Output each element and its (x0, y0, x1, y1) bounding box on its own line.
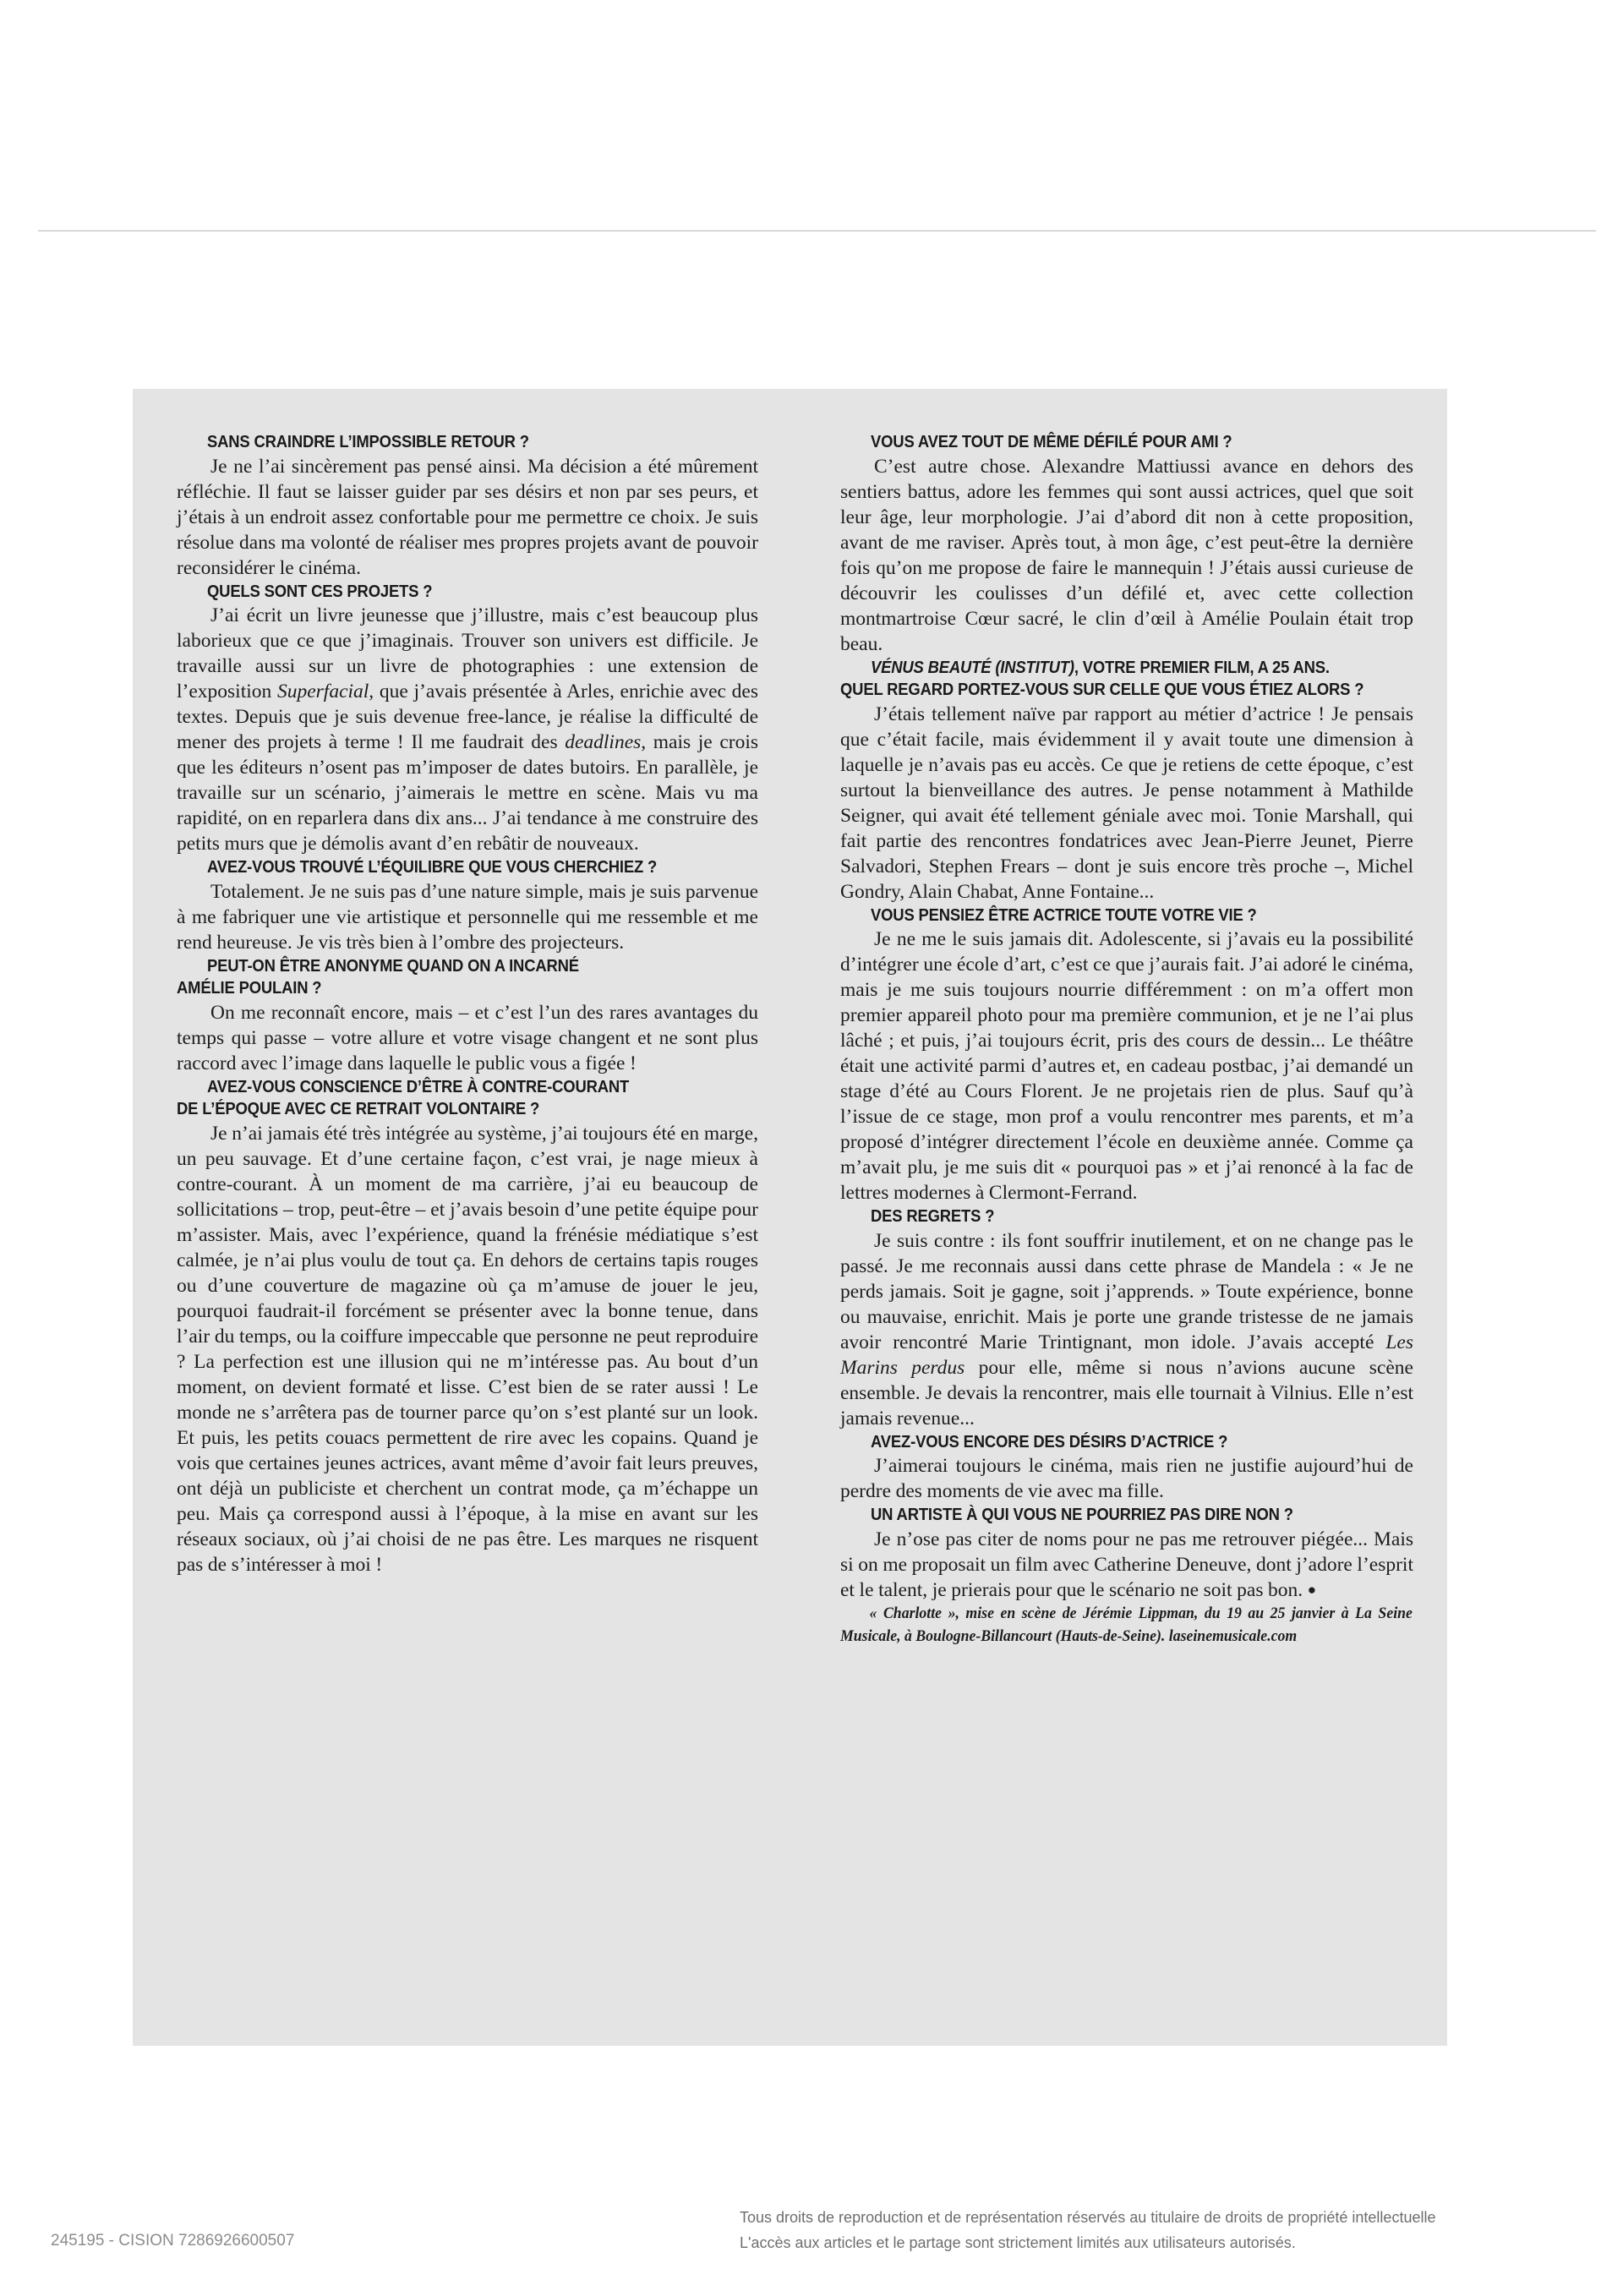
answer-paragraph: J’étais tellement naïve par rapport au métier d’actrice ! Je pensais que c’était facile, mais évidemment il y avait toute une dimension à laquelle je n’avais pas eu accès. Ce que je retiens de cette époque, c’est surtout la bienveillance des autres. Je pense notamment à Mathilde Seigner, qui avait été tellement géniale avec moi. Tonie Marshall, qui fait partie des rencontres fondatrices avec Jean-Pierre Jeunet, Pierre Salvadori, Stephen Frears – dont je suis encore très proche –, Michel Gondry, Alain Chabat, Anne Fontaine... (840, 702, 1413, 903)
event-credit-line: « Charlotte », mise en scène de Jérémie Lippman, du 19 au 25 janvier à La Seine Musicale, à Boulogne-Billancourt (Hauts-de-Seine). laseinemusicale.com (840, 1604, 1413, 1645)
page-top-divider (38, 230, 1596, 232)
question-heading: DES REGRETS ? (871, 1206, 995, 1226)
answer-paragraph: Je ne me le suis jamais dit. Adolescente, si j’avais eu la possibilité d’intégrer une école d’art, c’est ce que j’aurais fait. J’ai adoré le cinéma, mais je me suis toujours nourrie différemment : on m’a offert mon premier appareil photo pour ma première communion, et je ne l’ai plus lâché ; et puis, j’ai toujours écrit, pris des cours de dessin... Le théâtre était une activité parmi d’autres et, en cadeau postbac, j’ai demandé un stage d’été au Cours Florent. Je ne projetais rien de plus. Sauf qu’à l’issue de ce stage, mon prof a voulu rencontrer mes parents, et m’a proposé d’intégrer directement l’école en deuxième année. Comme ça m’avait plu, je me suis dit « pourquoi pas » et j’ai renoncé à la fac de lettres modernes à Clermont-Ferrand. (840, 928, 1413, 1204)
answer-text-run: J’ai écrit un livre jeunesse que j’illustre, mais c’est beaucoup plus laborieux que ce que j’imaginais. Trouver son univers est difficile. Je travaille aussi sur un livre de photographies : une extension de l’exposition (177, 604, 758, 702)
question-heading: AVEZ-VOUS TROUVÉ L’ÉQUILIBRE QUE VOUS CHERCHIEZ ? (207, 857, 658, 877)
question-title-italic: VÉNUS BEAUTÉ (INSTITUT) (871, 657, 1074, 677)
footer-document-id: 245195 - CISION 7286926600507 (51, 2232, 295, 2250)
answer-paragraph: J’aimerai toujours le cinéma, mais rien ne justifie aujourd’hui de perdre des moments de vie avec ma fille. (840, 1455, 1413, 1502)
question-heading-continued: DE L’ÉPOQUE AVEC CE RETRAIT VOLONTAIRE ? (177, 1099, 540, 1118)
question-heading (840, 657, 1413, 680)
question-heading: PEUT-ON ÊTRE ANONYME QUAND ON A INCARNÉ (207, 955, 579, 976)
footer-notice-line-1: Tous droits de reproduction et de représentation réservés au titulaire de droits de propriété intellectuelle (740, 2209, 1436, 2226)
answer-paragraph: Totalement. Je ne suis pas d’une nature simple, mais je suis parvenue à me fabriquer une vie artistique et personnelle qui me ressemble et me rend heureuse. Je vis très bien à l’ombre des projecteurs. (177, 880, 758, 954)
question-heading-continued: AMÉLIE POULAIN ? (177, 978, 322, 998)
article-panel (133, 389, 1447, 2046)
answer-text-run: Je n’ose pas citer de noms pour ne pas me retrouver piégée... Mais si on me proposait un film avec Catherine Deneuve, dont j’adore l’esprit et le talent, je prierais pour que le scénario ne soit pas bon. (840, 1528, 1413, 1601)
article-column-left (167, 431, 758, 2020)
question-heading: SANS CRAINDRE L’IMPOSSIBLE RETOUR ? (207, 432, 529, 451)
answer-text-run: , mais je crois que les éditeurs n’osent pas m’imposer de dates butoirs. En parallèle, je travaille sur un scénario, j’aimerais le mettre en scène. Mais vu ma rapidité, on en reparlera dans dix ans... J’ai tendance à me construire des petits murs que je démolis avant d’en rebâtir de nouveaux. (177, 731, 758, 855)
answer-text-run: Je suis contre : ils font souffrir inutilement, et on ne change pas le passé. Je me reconnais aussi dans cette phrase de Mandela : « Je ne perds jamais. Soit je gagne, soit j’apprends. » Toute expérience, bonne ou mauvaise, enrichit. Mais je porte une grande tristesse de ne jamais avoir rencontré Marie Trintignant, mon idole. J’avais accepté (840, 1229, 1413, 1353)
question-text-run: , VOTRE PREMIER FILM, A 25 ANS. (1074, 657, 1330, 677)
article-column-right (822, 431, 1413, 2020)
answer-paragraph: On me reconnaît encore, mais – et c’est l’un des rares avantages du temps qui passe – votre allure et votre visage changent et ne sont plus raccord avec l’image dans laquelle le public vous a figée ! (177, 1001, 758, 1074)
question-heading: VOUS AVEZ TOUT DE MÊME DÉFILÉ POUR AMI ? (871, 432, 1232, 451)
question-heading: AVEZ-VOUS CONSCIENCE D’ÊTRE À CONTRE-COURANT (207, 1076, 630, 1096)
answer-paragraph: Je ne l’ai sincèrement pas pensé ainsi. Ma décision a été mûrement réfléchie. Il faut se laisser guider par ses désirs et non par ses peurs, et j’étais à un endroit assez confortable pour me permettre ce choix. Je suis résolue dans ma volonté de réaliser mes propres projets avant de pouvoir reconsidérer le cinéma. (177, 455, 758, 579)
question-heading: QUELS SONT CES PROJETS ? (207, 581, 433, 601)
footer-notice-line-2: L'accès aux articles et le partage sont strictement limités aux utilisateurs autorisés. (740, 2234, 1296, 2251)
question-heading-continued: QUEL REGARD PORTEZ-VOUS SUR CELLE QUE VOUS ÉTIEZ ALORS ? (840, 680, 1364, 699)
question-heading: AVEZ-VOUS ENCORE DES DÉSIRS D’ACTRICE ? (871, 1431, 1228, 1451)
answer-paragraph (840, 1228, 1413, 1431)
question-heading: UN ARTISTE À QUI VOUS NE POURRIEZ PAS DIRE NON ? (871, 1505, 1293, 1524)
footer-copyright-notice (740, 2205, 1441, 2255)
answer-italic-run: Les Marins perdus (840, 1331, 1413, 1379)
answer-paragraph: C’est autre chose. Alexandre Mattiussi avance en dehors des sentiers battus, adore les femmes qui sont aussi actrices, quel que soit leur âge, leur morphologie. J’ai d’abord dit non à cette proposition, avant de me raviser. Après tout, à mon âge, c’est peut-être la dernière fois qu’on me propose de faire le mannequin ! J’étais aussi curieuse de découvrir les coulisses d’un défilé et, avec cette collection montmartroise Cœur sacré, le clin d’œil à Amélie Poulain était trop beau. (840, 455, 1413, 655)
article-columns (133, 389, 1447, 2046)
question-heading: VOUS PENSIEZ ÊTRE ACTRICE TOUTE VOTRE VIE ? (871, 905, 1257, 925)
answer-text-run: que j’avais présentée à Arles, enrichie avec des textes. Depuis que je suis devenue free-lance, je réalise la difficulté de mener des projets à terme ! Il me faudrait des (177, 681, 758, 753)
answer-italic-run: Superfacial, (276, 681, 374, 702)
end-of-article-bullet: ● (1307, 1581, 1317, 1598)
answer-paragraph: Je n’ai jamais été très intégrée au système, j’ai toujours été en marge, un peu sauvage. Et d’une certaine façon, c’est vrai, je nage mieux à contre-courant. À un moment de ma carrière, j’ai eu beaucoup de sollicitations – trop, peut-être – et j’avais besoin d’une petite équipe pour m’assister. Mais, avec l’expérience, quand la frénésie médiatique s’est calmée, je n’ai plus voulu de tout ça. En dehors de certains tapis rouges ou d’une couverture de magazine où ça m’amuse de jouer le jeu, pourquoi faudrait-il forcément se présenter avec la bonne tenue, dans l’air du temps, ou la coiffure impeccable que personne ne peut reproduire ? La perfection est une illusion qui ne m’intéresse pas. Au bout d’un moment, on devient formaté et lisse. C’est bien de se rater aussi ! Le monde ne s’arrêtera pas de tourner parce qu’on s’est planté sur un look. Et puis, les petits couacs permettent de rire avec les copains. Quand je vois que certaines jeunes actrices, avant même d’avoir fait leurs preuves, ont déjà un publiciste et cherchent un contrat mode, ça m’échappe un peu. Mais ça correspond aussi à l’époque, à la mise en avant sur les réseaux sociaux, où j’ai choisi de ne pas être. Les marques ne risquent pas de s’intéresser à moi ! (177, 1122, 758, 1576)
answer-italic-run: deadlines (565, 731, 642, 753)
answer-text-run: pour elle, même si nous n’avions aucune scène ensemble. Je devais la rencontrer, mais elle tournait à Vilnius. Elle n’est jamais revenue... (840, 1356, 1413, 1430)
answer-paragraph (177, 603, 758, 856)
answer-paragraph (840, 1527, 1413, 1603)
